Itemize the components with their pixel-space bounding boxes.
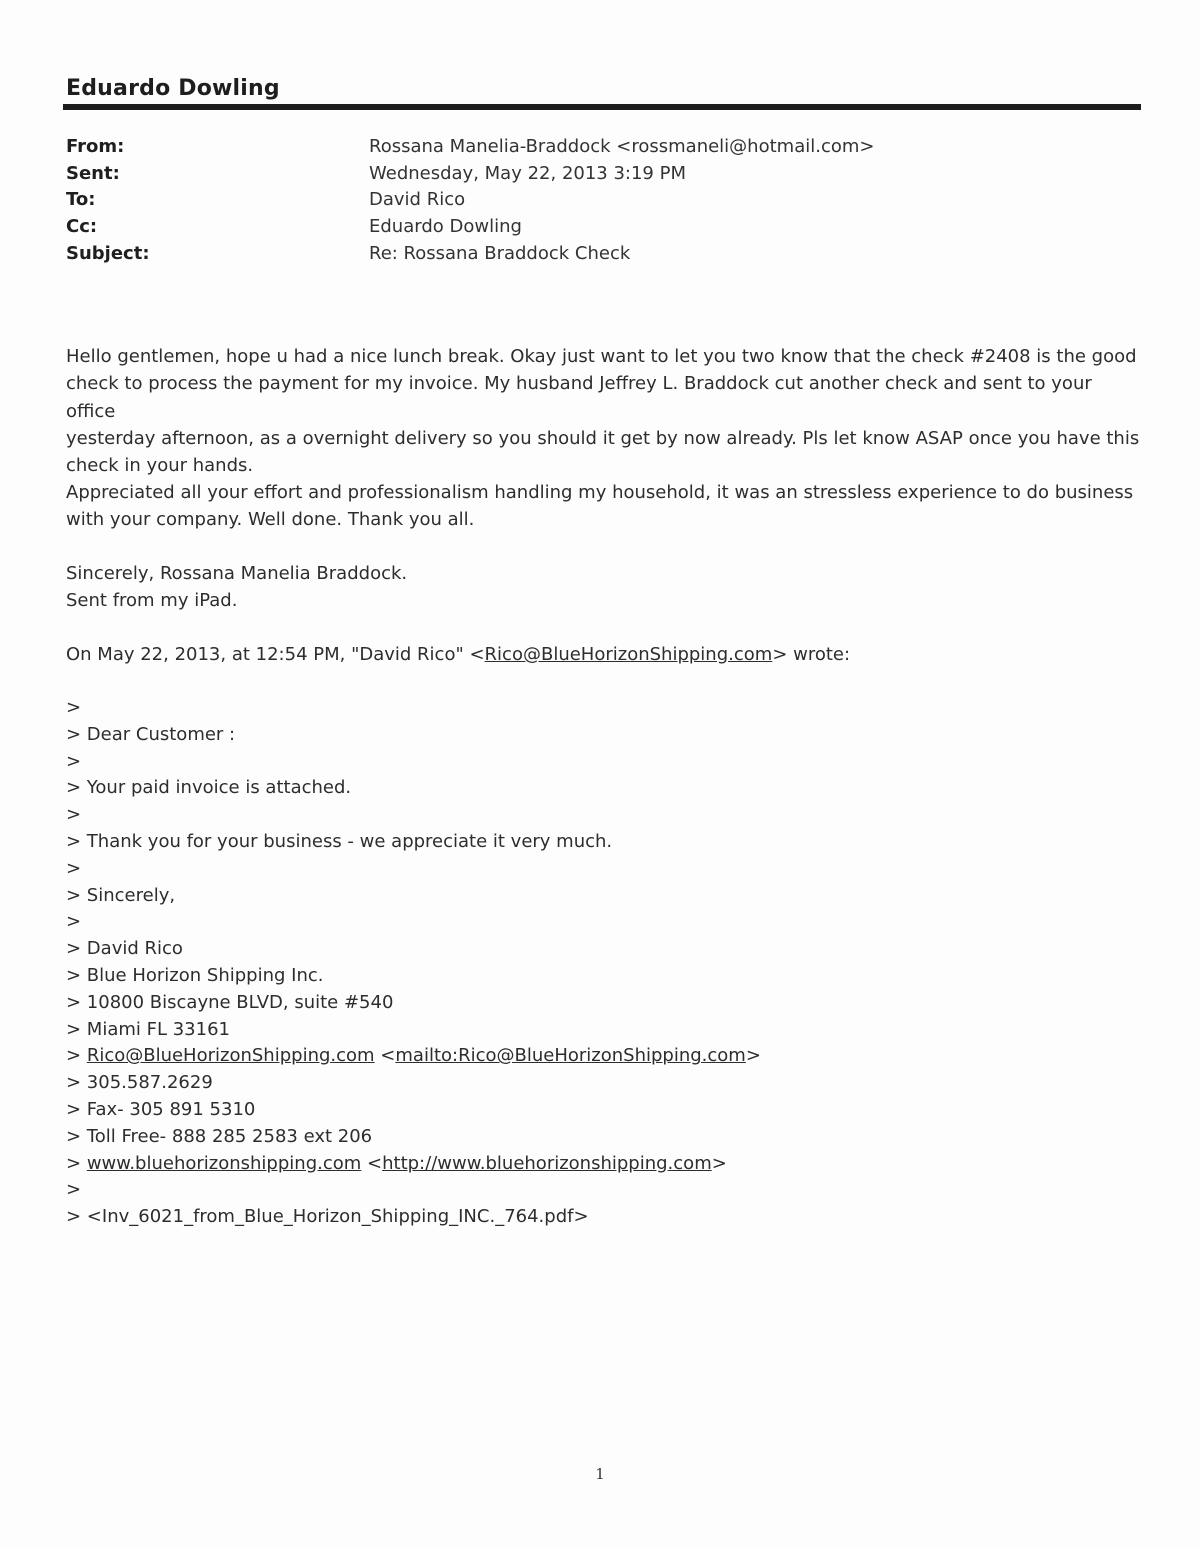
message-line: yesterday afternoon, as a overnight delivery so you should it get by now already. Pls let know ASAP once you have this: [66, 427, 1140, 449]
to-row: [66, 186, 1126, 213]
quote-signature-company: > Blue Horizon Shipping Inc.: [66, 964, 324, 986]
quote-signature-phone: > 305.587.2629: [66, 1072, 213, 1094]
quote-marker-line: >: [66, 750, 82, 772]
email-header: [66, 133, 1126, 266]
cc-label: Cc:: [66, 215, 98, 237]
message-signoff: [66, 560, 1146, 615]
message-paragraph-1: [66, 343, 1146, 479]
quote-mailto-link[interactable]: mailto:Rico@BlueHorizonShipping.com: [395, 1045, 746, 1067]
quote-marker-line: >: [66, 697, 82, 718]
quote-marker-line: >: [66, 911, 82, 933]
from-row: [66, 133, 1126, 160]
sent-row: [66, 160, 1126, 187]
to-label: To:: [66, 189, 96, 211]
quote-web-suffix: >: [711, 1152, 727, 1174]
subject-label: Subject:: [66, 242, 150, 264]
sent-value: Wednesday, May 22, 2013 3:19 PM: [369, 162, 686, 184]
to-value: David Rico: [369, 189, 466, 211]
quote-marker-line: >: [66, 804, 82, 826]
message-line: check in your hands.: [66, 455, 254, 477]
quote-email-prefix: >: [66, 1045, 87, 1067]
quote-signature-email-line: [66, 1043, 761, 1070]
reply-intro-email-link[interactable]: Rico@BlueHorizonShipping.com: [484, 644, 773, 665]
quote-signature-fax: > Fax- 305 891 5310: [66, 1098, 256, 1120]
message-paragraph-2: [66, 479, 1146, 534]
quote-email-suffix: >: [745, 1045, 761, 1067]
quote-signature-address: > 10800 Biscayne BLVD, suite #540: [66, 991, 394, 1013]
quote-signature-city: > Miami FL 33161: [66, 1018, 230, 1040]
quote-email-mid: <: [374, 1045, 396, 1067]
message-line: with your company. Well done. Thank you all.: [66, 509, 475, 531]
quote-web-prefix: >: [66, 1152, 87, 1174]
quote-signature-web-line: [66, 1151, 761, 1178]
page-number: 1: [595, 1465, 605, 1483]
quote-invoice-line: > Your paid invoice is attached.: [66, 777, 352, 799]
cc-row: [66, 213, 1126, 240]
sent-from-line: Sent from my iPad.: [66, 590, 238, 612]
reply-intro: [66, 641, 1146, 668]
header-rule: [63, 104, 1141, 110]
quote-marker-line: >: [66, 1179, 82, 1201]
message-line: Appreciated all your effort and professionalism handling my household, it was an stressless experience to do business: [66, 482, 1134, 503]
from-label: From:: [66, 135, 125, 157]
quote-attachment: > <Inv_6021_from_Blue_Horizon_Shipping_INC._764.pdf>: [66, 1206, 589, 1228]
sent-label: Sent:: [66, 162, 120, 184]
quote-web-link[interactable]: www.bluehorizonshipping.com: [86, 1152, 362, 1174]
cc-value: Eduardo Dowling: [369, 215, 522, 237]
quote-web-mid: <: [361, 1152, 383, 1174]
quote-thanks-line: > Thank you for your business - we appreciate it very much.: [66, 830, 613, 852]
quote-email-link[interactable]: Rico@BlueHorizonShipping.com: [86, 1045, 375, 1067]
quote-signature-tollfree: > Toll Free- 888 285 2583 ext 206: [66, 1125, 373, 1147]
quote-web-url-link[interactable]: http://www.bluehorizonshipping.com: [382, 1152, 712, 1174]
from-value: Rossana Manelia-Braddock <rossmaneli@hotmail.com>: [369, 135, 875, 157]
quote-greeting: > Dear Customer :: [66, 723, 236, 745]
message-line: check to process the payment for my invoice. My husband Jeffrey L. Braddock cut another check and sent to your office: [66, 373, 1092, 422]
quote-sincerely-line: > Sincerely,: [66, 884, 176, 906]
message-line: Hello gentlemen, hope u had a nice lunch break. Okay just want to let you two know that the check #2408 is the good: [66, 346, 1137, 367]
subject-row: [66, 240, 1126, 267]
subject-value: Re: Rossana Braddock Check: [369, 242, 631, 264]
reply-intro-prefix: On May 22, 2013, at 12:54 PM, "David Rico" <: [66, 644, 485, 665]
document-owner-name: Eduardo Dowling: [66, 76, 280, 101]
quote-signature-name: > David Rico: [66, 938, 183, 960]
quoted-message: [66, 695, 761, 1231]
quote-marker-line: >: [66, 857, 82, 879]
signoff-line: Sincerely, Rossana Manelia Braddock.: [66, 563, 408, 584]
reply-intro-suffix: > wrote:: [772, 644, 851, 665]
